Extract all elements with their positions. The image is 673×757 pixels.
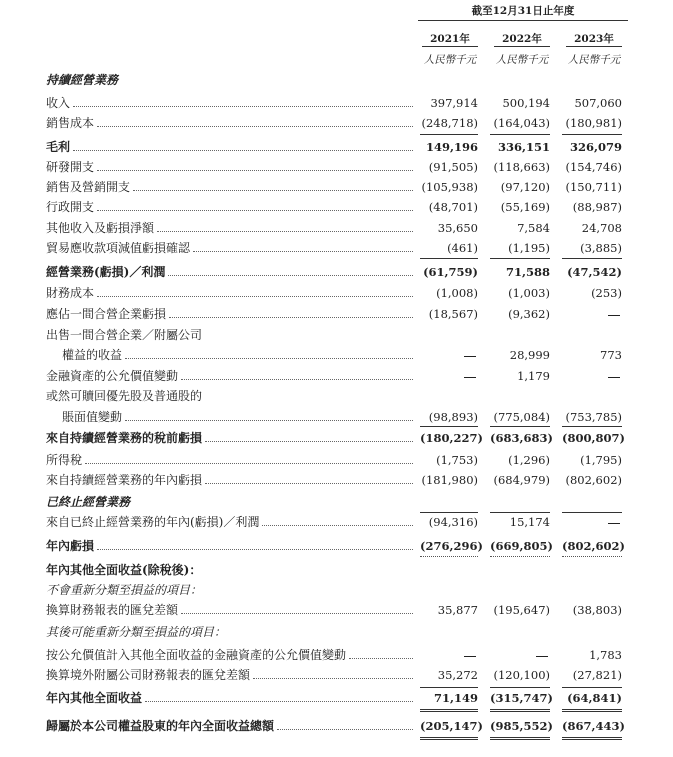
value-cell-2022: (684,979): [493, 473, 550, 487]
row-label: [46, 179, 413, 195]
statement-row: [0, 645, 673, 665]
row-label-text: 換算境外附屬公司財務報表的匯兌差額: [46, 667, 253, 683]
value-cell-2023: (154,746): [565, 160, 622, 174]
row-label-text: 經營業務(虧損)／利潤: [46, 264, 168, 280]
total-double-rule: [420, 737, 478, 740]
row-label: [46, 647, 413, 663]
row-label: [46, 472, 413, 488]
statement-row: [0, 238, 673, 258]
statement-row: [0, 600, 673, 620]
value-cell-2023: 773: [600, 348, 622, 362]
row-label-text: 換算財務報表的匯兌差額: [46, 602, 181, 618]
value-cell-2021: (94,316): [428, 515, 478, 529]
value-cell-2021: [420, 647, 478, 663]
value-cell-2021: 71,149: [433, 691, 478, 705]
row-label-text: 已終止經營業務: [46, 494, 133, 510]
row-label: [46, 240, 413, 256]
value-cell-2023: (27,821): [572, 668, 622, 682]
value-cell-2021: (180,227): [420, 431, 483, 445]
statement-row: [0, 345, 673, 365]
row-label-text: 行政開支: [46, 199, 97, 215]
dot-leader: [125, 358, 413, 359]
statement-row: [0, 580, 673, 600]
row-label: [46, 690, 413, 706]
statement-row: [0, 492, 673, 512]
year-2021-heading: 2021年: [430, 33, 470, 45]
dot-leader: [157, 231, 413, 232]
value-cell-2021: (18,567): [428, 307, 478, 321]
value-cell-2023: (800,807): [562, 431, 625, 445]
statement-row: [0, 137, 673, 157]
row-label-text: 財務成本: [46, 285, 97, 301]
statement-row: [0, 407, 673, 427]
value-cell-2022: 7,584: [517, 221, 550, 235]
value-cell-2021: (1,008): [436, 286, 478, 300]
row-label-text: 毛利: [46, 139, 73, 155]
value-cell-2022: (118,663): [493, 160, 550, 174]
subtotal-rule: [420, 426, 478, 427]
value-cell-2022: (1,003): [508, 286, 550, 300]
dot-leader: [133, 190, 413, 191]
row-label: [46, 562, 413, 578]
subtotal-rule: [490, 512, 550, 513]
subtotal-rule: [420, 556, 478, 557]
dot-leader: [97, 549, 413, 550]
statement-row: [0, 622, 673, 642]
value-cell-2022: 28,999: [509, 348, 550, 362]
value-cell-2022: (775,084): [493, 410, 550, 424]
total-double-rule: [562, 709, 622, 712]
row-label-text: 或然可贖回優先股及普通股的: [46, 388, 205, 404]
year-2023-heading: 2023年: [574, 33, 614, 45]
value-cell-2022: (1,296): [508, 453, 550, 467]
value-cell-2023: (802,602): [562, 539, 625, 553]
dot-leader: [205, 483, 413, 484]
value-cell-2023: [562, 306, 622, 322]
subtotal-rule: [562, 426, 622, 427]
dot-leader: [193, 251, 413, 252]
row-label-text: 銷售成本: [46, 115, 97, 131]
value-cell-2023: (180,981): [565, 116, 622, 130]
value-cell-2021: (205,147): [420, 719, 483, 733]
year-underline: [422, 46, 478, 47]
dot-leader: [85, 463, 413, 464]
value-cell-2022: (55,169): [500, 200, 550, 214]
row-label-text: 收入: [46, 95, 73, 111]
row-label: [46, 285, 413, 301]
row-label: [46, 306, 413, 322]
value-cell-2023: (253): [591, 286, 622, 300]
value-cell-2021: (105,938): [421, 180, 478, 194]
value-cell-2021: 149,196: [425, 140, 478, 154]
value-cell-2022: (97,120): [500, 180, 550, 194]
row-label: [46, 624, 413, 640]
statement-row: [0, 70, 673, 90]
unit-label: 人民幣千元: [423, 54, 477, 66]
year-2022-heading: 2022年: [502, 33, 542, 45]
value-cell-2023: 507,060: [574, 96, 622, 110]
subtotal-rule: [490, 687, 550, 688]
value-cell-2022: (9,362): [508, 307, 550, 321]
statement-row: [0, 386, 673, 406]
statement-row: [0, 536, 673, 556]
statement-row: [0, 304, 673, 324]
value-cell-2021: (91,505): [428, 160, 478, 174]
subtotal-rule: [562, 512, 622, 513]
statement-row: [0, 688, 673, 708]
statement-row: [0, 283, 673, 303]
year-underline: [494, 46, 550, 47]
dot-leader: [145, 701, 413, 702]
period-underline: [418, 20, 628, 21]
value-cell-2022: 500,194: [502, 96, 550, 110]
value-cell-2022: 15,174: [509, 515, 550, 529]
dot-leader: [277, 729, 413, 730]
value-cell-2023: [562, 368, 622, 384]
nil-dash: [464, 656, 476, 657]
statement-row: [0, 560, 673, 580]
value-cell-2021: (248,718): [421, 116, 478, 130]
row-label: [46, 718, 413, 734]
row-label: [46, 95, 413, 111]
dot-leader: [205, 441, 413, 442]
subtotal-rule: [562, 258, 622, 259]
value-cell-2023: (1,795): [580, 453, 622, 467]
row-label: [46, 159, 413, 175]
statement-row: [0, 113, 673, 133]
subtotal-rule: [562, 556, 622, 557]
row-label: [46, 514, 413, 530]
value-cell-2022: (1,195): [508, 241, 550, 255]
subtotal-rule: [420, 134, 478, 135]
row-label: [46, 430, 413, 446]
value-cell-2022: (683,683): [490, 431, 553, 445]
row-label-text: 應佔一間合營企業虧損: [46, 306, 169, 322]
statement-row: [0, 512, 673, 532]
subtotal-rule: [420, 687, 478, 688]
value-cell-2021: (48,701): [428, 200, 478, 214]
value-cell-2022: (195,647): [493, 603, 550, 617]
nil-dash: [464, 356, 476, 357]
value-cell-2021: (1,753): [436, 453, 478, 467]
value-cell-2021: (276,296): [420, 539, 483, 553]
dot-leader: [73, 106, 413, 107]
nil-dash: [608, 523, 620, 524]
value-cell-2022: 1,179: [517, 369, 550, 383]
row-label-text: 歸屬於本公司權益股東的年內全面收益總額: [46, 718, 277, 734]
row-label-text: 來自持續經營業務的年內虧損: [46, 472, 205, 488]
value-cell-2021: 35,877: [437, 603, 478, 617]
value-cell-2021: [420, 368, 478, 384]
statement-row: [0, 93, 673, 113]
period-heading: 截至12月31日止年度: [471, 5, 575, 17]
row-label: [62, 409, 413, 425]
value-cell-2023: 24,708: [581, 221, 622, 235]
value-cell-2023: (150,711): [565, 180, 622, 194]
subtotal-rule: [562, 687, 622, 688]
dot-leader: [97, 126, 413, 127]
value-cell-2023: (3,885): [580, 241, 622, 255]
statement-row: [0, 428, 673, 448]
value-cell-2021: (461): [447, 241, 478, 255]
nil-dash: [608, 315, 620, 316]
value-cell-2023: (38,803): [572, 603, 622, 617]
row-label: [46, 538, 413, 554]
row-label-text: 不會重新分類至損益的項目：: [46, 582, 205, 598]
row-label: [46, 115, 413, 131]
statement-row: [0, 450, 673, 470]
statement-row: [0, 470, 673, 490]
value-cell-2023: (753,785): [565, 410, 622, 424]
value-cell-2021: 397,914: [430, 96, 478, 110]
row-label: [46, 368, 413, 384]
row-label-text: 其他收入及虧損淨額: [46, 220, 157, 236]
value-cell-2023: (88,987): [572, 200, 622, 214]
dot-leader: [125, 420, 413, 421]
value-cell-2022: (315,747): [490, 691, 553, 705]
row-label: [46, 327, 413, 343]
dot-leader: [168, 275, 413, 276]
row-label-text: 年內虧損: [46, 538, 97, 554]
row-label: [46, 494, 413, 510]
value-cell-2022: 336,151: [497, 140, 550, 154]
subtotal-rule: [490, 426, 550, 427]
statement-row: [0, 716, 673, 736]
row-label-text: 來自持續經營業務的稅前虧損: [46, 430, 205, 446]
dot-leader: [253, 678, 413, 679]
nil-dash: [608, 377, 620, 378]
row-label-text: 權益的收益: [62, 347, 125, 363]
row-label-text: 出售一間合營企業／附屬公司: [46, 327, 205, 343]
row-label-text: 年內其他全面收益: [46, 690, 145, 706]
row-label: [46, 139, 413, 155]
row-label-text: 其後可能重新分類至損益的項目：: [46, 624, 229, 640]
value-cell-2021: 35,272: [437, 668, 478, 682]
dot-leader: [349, 658, 413, 659]
dot-leader: [73, 150, 413, 151]
subtotal-rule: [562, 134, 622, 135]
dot-leader: [97, 210, 413, 211]
statement-row: [0, 177, 673, 197]
row-label: [46, 199, 413, 215]
total-double-rule: [420, 709, 478, 712]
nil-dash: [464, 377, 476, 378]
value-cell-2023: [562, 514, 622, 530]
subtotal-rule: [490, 556, 550, 557]
year-underline: [566, 46, 622, 47]
value-cell-2022: (120,100): [493, 668, 550, 682]
unit-label: 人民幣千元: [495, 54, 549, 66]
value-cell-2021: (181,980): [421, 473, 478, 487]
value-cell-2023: 326,079: [569, 140, 622, 154]
value-cell-2022: [490, 647, 550, 663]
value-cell-2021: [420, 347, 478, 363]
dot-leader: [181, 613, 413, 614]
value-cell-2022: (164,043): [493, 116, 550, 130]
value-cell-2022: 71,588: [505, 265, 550, 279]
subtotal-rule: [420, 258, 478, 259]
value-cell-2023: (64,841): [567, 691, 622, 705]
total-double-rule: [490, 709, 550, 712]
subtotal-rule: [420, 512, 478, 513]
row-label: [46, 220, 413, 236]
value-cell-2023: (47,542): [567, 265, 622, 279]
row-label-text: 年內其他全面收益(除稅後)：: [46, 562, 204, 578]
row-label-text: 來自已終止經營業務的年內(虧損)／利潤: [46, 514, 262, 530]
row-label-text: 銷售及營銷開支: [46, 179, 133, 195]
subtotal-rule: [490, 134, 550, 135]
total-double-rule: [562, 737, 622, 740]
row-label: [46, 388, 413, 404]
row-label-text: 所得稅: [46, 452, 85, 468]
statement-row: [0, 262, 673, 282]
row-label: [46, 72, 413, 88]
row-label-text: 貿易應收款項減值虧損確認: [46, 240, 193, 256]
subtotal-rule: [490, 258, 550, 259]
row-label: [46, 452, 413, 468]
value-cell-2021: (61,759): [423, 265, 478, 279]
row-label: [46, 264, 413, 280]
total-double-rule: [490, 737, 550, 740]
statement-row: [0, 665, 673, 685]
row-label-text: 持續經營業務: [46, 72, 121, 88]
value-cell-2021: (98,893): [428, 410, 478, 424]
statement-row: [0, 366, 673, 386]
row-label-text: 研發開支: [46, 159, 97, 175]
statement-row: [0, 197, 673, 217]
row-label: [46, 582, 413, 598]
dot-leader: [97, 170, 413, 171]
value-cell-2022: (985,552): [490, 719, 553, 733]
statement-row: [0, 157, 673, 177]
value-cell-2022: (669,805): [490, 539, 553, 553]
value-cell-2023: (867,443): [562, 719, 625, 733]
row-label: [62, 347, 413, 363]
row-label-text: 賬面值變動: [62, 409, 125, 425]
dot-leader: [181, 379, 413, 380]
dot-leader: [262, 525, 413, 526]
dot-leader: [169, 317, 413, 318]
statement-row: [0, 218, 673, 238]
row-label: [46, 602, 413, 618]
statement-row: [0, 325, 673, 345]
row-label-text: 金融資產的公允價值變動: [46, 368, 181, 384]
row-label: [46, 667, 413, 683]
row-label-text: 按公允價值計入其他全面收益的金融資產的公允價值變動: [46, 647, 349, 663]
dot-leader: [97, 296, 413, 297]
nil-dash: [536, 656, 548, 657]
value-cell-2023: 1,783: [589, 648, 622, 662]
unit-label: 人民幣千元: [567, 54, 621, 66]
value-cell-2023: (802,602): [565, 473, 622, 487]
value-cell-2021: 35,650: [437, 221, 478, 235]
